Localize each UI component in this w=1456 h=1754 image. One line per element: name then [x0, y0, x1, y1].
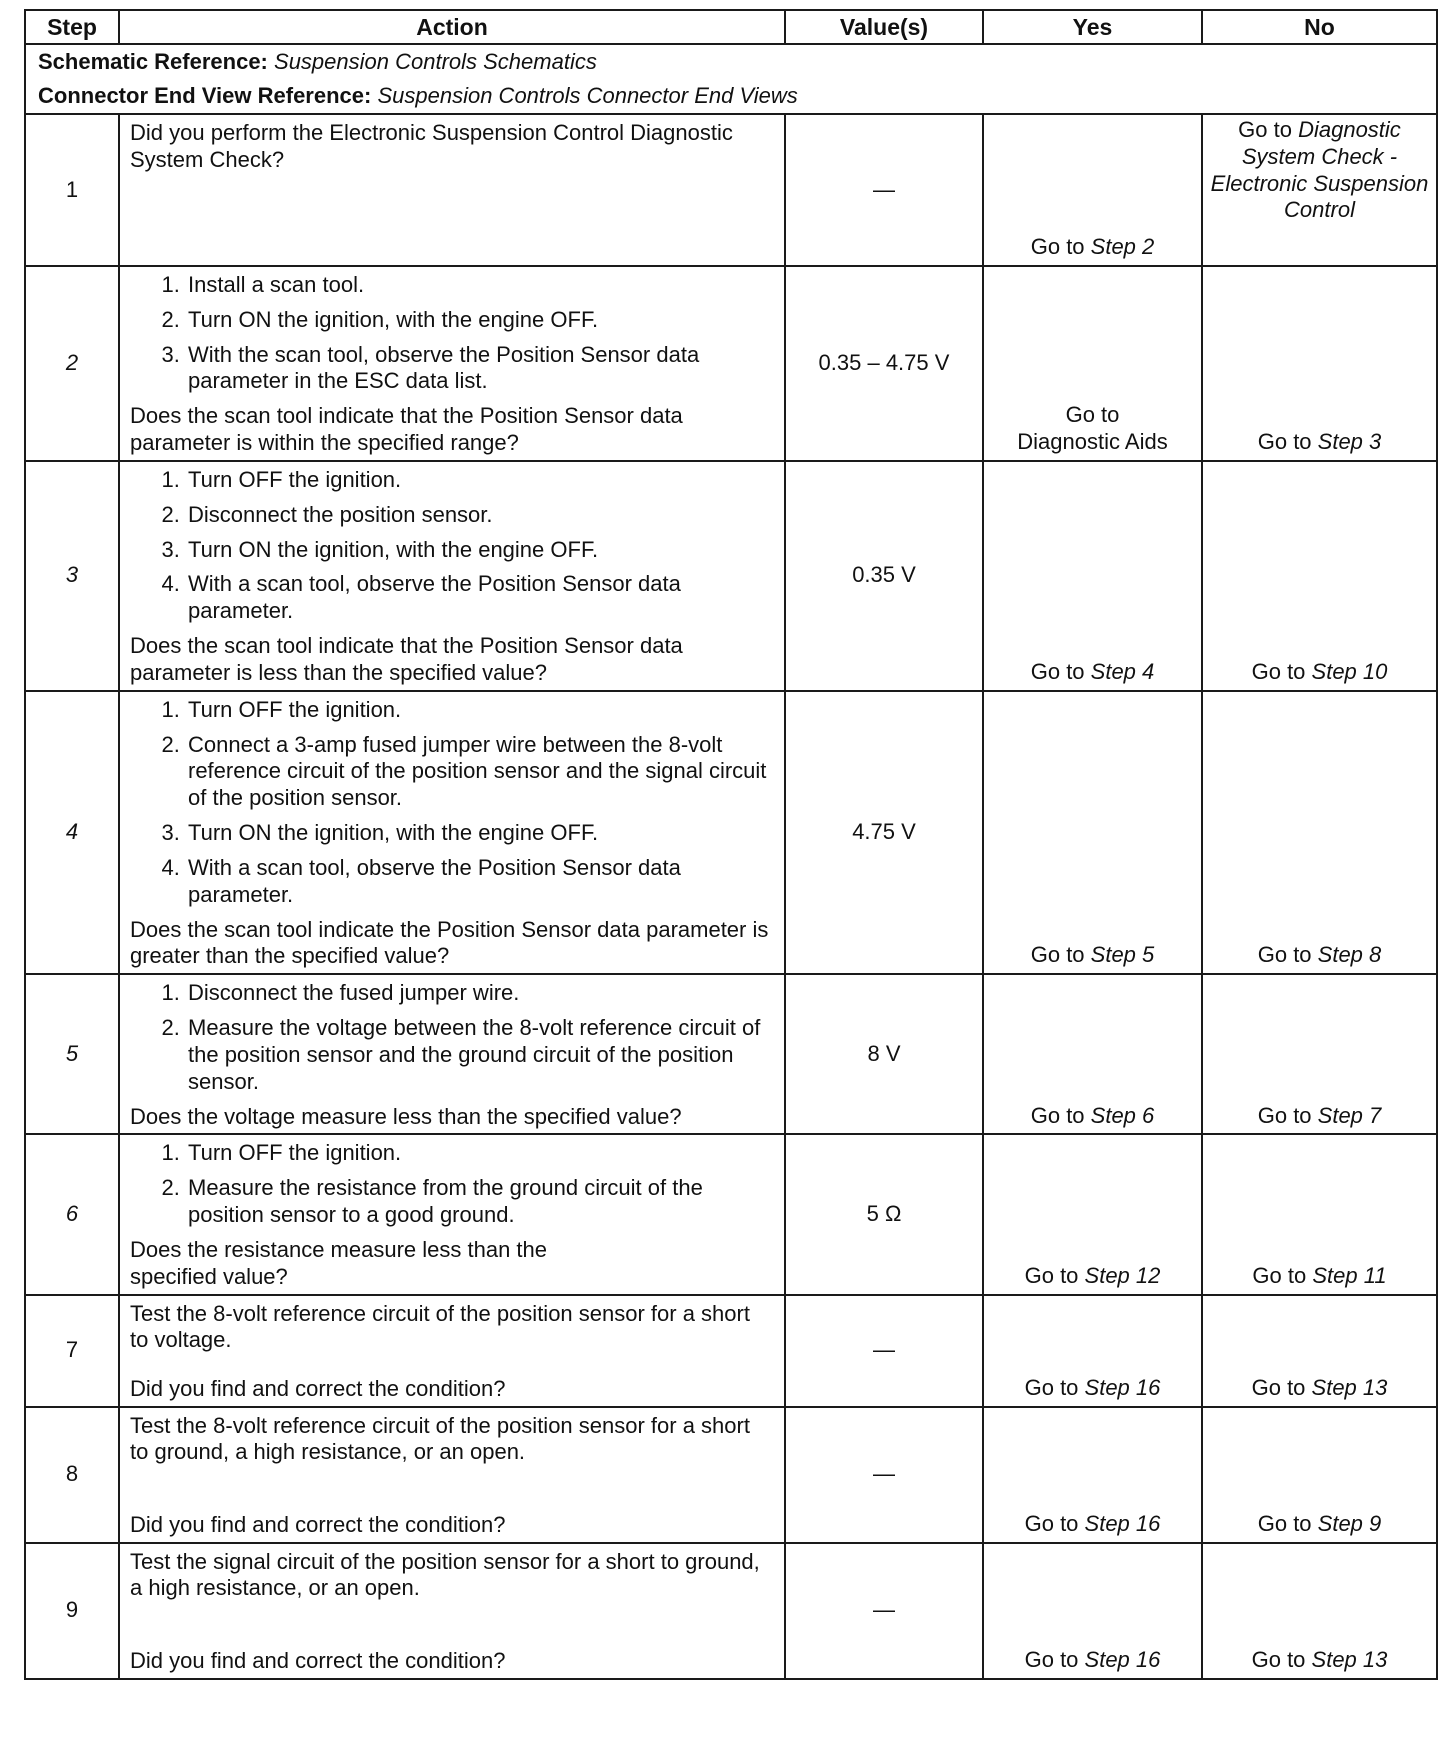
action-cell [119, 114, 785, 266]
no-prefix: Go to [1252, 1262, 1313, 1288]
no-cell [1202, 691, 1437, 974]
action-cell [119, 691, 785, 974]
no-prefix: Go to [1257, 1102, 1318, 1128]
value-cell: — [785, 1407, 983, 1543]
connector-reference [25, 79, 1437, 114]
yes-prefix: Go to [1024, 1374, 1085, 1400]
action-question: Does the scan tool indicate that the Position Sensor data parameter is within the specified range? [130, 403, 683, 456]
yes-link[interactable]: Step 16 [1084, 1510, 1161, 1536]
yes-link[interactable]: Step 6 [1090, 1102, 1155, 1128]
reference-row [25, 79, 1437, 114]
action-list-item: 3. Turn ON the ignition, with the engine OFF. [186, 820, 774, 847]
step-number: 8 [25, 1407, 119, 1543]
yes-cell [983, 1295, 1202, 1407]
reference-row [25, 44, 1437, 79]
step-row [25, 974, 1437, 1134]
action-cell [119, 1407, 785, 1543]
yes-prefix: Go to [1030, 234, 1091, 260]
yes-cell [983, 266, 1202, 461]
action-list-item: 1. Turn OFF the ignition. [186, 697, 774, 724]
action-list-item: 2. Measure the resistance from the ground circuit of the position sensor to a good ground. [186, 1175, 774, 1229]
no-link[interactable]: Diagnostic System Check - Electronic Suspension Control [1210, 117, 1429, 223]
no-link[interactable]: Step 3 [1317, 429, 1382, 455]
no-link[interactable]: Step 7 [1317, 1102, 1382, 1128]
action-question: Does the voltage measure less than the specified value? [130, 1103, 682, 1129]
no-link[interactable]: Step 9 [1317, 1510, 1382, 1536]
no-prefix: Go to [1238, 117, 1299, 142]
action-list [130, 467, 774, 625]
action-text: Test the signal circuit of the position sensor for a short to ground, a high resistance, or an open. [130, 1548, 760, 1601]
action-list-item: 2. Turn ON the ignition, with the engine OFF. [186, 307, 774, 334]
schematic-reference-label: Schematic Reference: [38, 49, 268, 74]
action-list [130, 697, 774, 909]
yes-cell [983, 1134, 1202, 1294]
no-prefix: Go to [1251, 1374, 1312, 1400]
connector-reference-label: Connector End View Reference: [38, 83, 372, 108]
action-cell [119, 266, 785, 461]
yes-link[interactable]: Step 16 [1084, 1646, 1161, 1672]
header-row [25, 10, 1437, 44]
no-prefix: Go to [1251, 1646, 1312, 1672]
value-cell: — [785, 1543, 983, 1679]
action-list-item: 3. Turn ON the ignition, with the engine OFF. [186, 537, 774, 564]
no-link[interactable]: Step 13 [1311, 1646, 1388, 1672]
action-list-item: 1. Disconnect the fused jumper wire. [186, 980, 774, 1007]
step-number: 2 [25, 266, 119, 461]
action-list [130, 980, 774, 1095]
yes-prefix: Go to [1024, 1646, 1085, 1672]
step-number: 1 [25, 114, 119, 266]
step-row [25, 461, 1437, 691]
yes-prefix: Go to [1030, 942, 1091, 968]
yes-cell [983, 691, 1202, 974]
step-number: 7 [25, 1295, 119, 1407]
action-question: Did you find and correct the condition? [130, 1375, 506, 1401]
action-cell [119, 974, 785, 1134]
yes-link[interactable]: Step 12 [1084, 1262, 1161, 1288]
schematic-reference [25, 44, 1437, 79]
no-cell [1202, 1407, 1437, 1543]
action-cell [119, 461, 785, 691]
action-list [130, 1140, 774, 1228]
no-cell [1202, 974, 1437, 1134]
no-cell [1202, 461, 1437, 691]
header-yes: Yes [983, 10, 1202, 44]
action-text: Did you perform the Electronic Suspension Control Diagnostic System Check? [130, 120, 733, 172]
action-list [130, 272, 774, 395]
action-text: Test the 8-volt reference circuit of the position sensor for a short to voltage. [130, 1300, 750, 1353]
no-link[interactable]: Step 10 [1311, 658, 1388, 684]
value-cell: 0.35 – 4.75 V [785, 266, 983, 461]
value-cell: — [785, 1295, 983, 1407]
action-question: Did you find and correct the condition? [130, 1647, 506, 1673]
yes-cell [983, 1543, 1202, 1679]
no-link[interactable]: Step 8 [1317, 942, 1382, 968]
value-cell: 4.75 V [785, 691, 983, 974]
step-row [25, 266, 1437, 461]
action-cell [119, 1295, 785, 1407]
action-list-item: 4. With a scan tool, observe the Position Sensor data parameter. [186, 855, 774, 909]
action-list-item: 4. With a scan tool, observe the Position Sensor data parameter. [186, 571, 774, 625]
step-row [25, 1134, 1437, 1294]
header-no: No [1202, 10, 1437, 44]
action-list-item: 2. Measure the voltage between the 8-volt reference circuit of the position sensor and the ground circuit of the position sensor. [186, 1015, 774, 1095]
step-number: 3 [25, 461, 119, 691]
step-row [25, 114, 1437, 266]
yes-cell [983, 114, 1202, 266]
yes-cell [983, 1407, 1202, 1543]
connector-reference-link[interactable]: Suspension Controls Connector End Views [377, 83, 798, 108]
step-number: 5 [25, 974, 119, 1134]
step-row [25, 1543, 1437, 1679]
no-cell [1202, 114, 1437, 266]
action-cell [119, 1134, 785, 1294]
header-action: Action [119, 10, 785, 44]
value-cell: 5 Ω [785, 1134, 983, 1294]
value-cell: — [785, 114, 983, 266]
no-link[interactable]: Step 11 [1312, 1262, 1387, 1288]
value-cell: 0.35 V [785, 461, 983, 691]
action-cell [119, 1543, 785, 1679]
no-link[interactable]: Step 13 [1311, 1374, 1388, 1400]
action-question: Does the scan tool indicate that the Position Sensor data parameter is less than the specified value? [130, 633, 683, 685]
action-question: Does the scan tool indicate the Position Sensor data parameter is greater than the specified value? [130, 916, 769, 969]
action-list-item: 1. Install a scan tool. [186, 272, 774, 299]
no-cell [1202, 1543, 1437, 1679]
step-number: 4 [25, 691, 119, 974]
value-cell: 8 V [785, 974, 983, 1134]
no-cell [1202, 1295, 1437, 1407]
action-list-item: 2. Connect a 3-amp fused jumper wire between the 8-volt reference circuit of the position sensor and the signal circuit of the position sensor. [186, 732, 774, 812]
no-prefix: Go to [1257, 429, 1318, 455]
yes-link[interactable]: Step 5 [1090, 942, 1155, 968]
yes-prefix: Go to [1024, 1262, 1085, 1288]
step-row [25, 1407, 1437, 1543]
diagnostic-table [24, 9, 1438, 1680]
no-prefix: Go to [1257, 1510, 1318, 1536]
diagnostic-table-page [24, 9, 1436, 1680]
yes-prefix: Go to [1030, 658, 1091, 684]
action-list-item: 3. With the scan tool, observe the Position Sensor data parameter in the ESC data list. [186, 342, 774, 396]
schematic-reference-link[interactable]: Suspension Controls Schematics [274, 49, 597, 74]
action-question: Did you find and correct the condition? [130, 1511, 506, 1537]
action-list-item: 2. Disconnect the position sensor. [186, 502, 774, 529]
yes-link[interactable]: Go to Diagnostic Aids [1017, 402, 1168, 455]
step-number: 6 [25, 1134, 119, 1294]
step-number: 9 [25, 1543, 119, 1679]
yes-prefix: Go to [1030, 1102, 1091, 1128]
yes-link[interactable]: Step 2 [1090, 234, 1155, 260]
action-list-item: 1. Turn OFF the ignition. [186, 467, 774, 494]
yes-prefix: Go to [1024, 1510, 1085, 1536]
no-prefix: Go to [1257, 942, 1318, 968]
header-values: Value(s) [785, 10, 983, 44]
yes-link[interactable]: Step 16 [1084, 1374, 1161, 1400]
header-step: Step [25, 10, 119, 44]
no-cell [1202, 266, 1437, 461]
action-text: Test the 8-volt reference circuit of the position sensor for a short to ground, a high resistance, or an open. [130, 1412, 750, 1465]
action-question: Does the resistance measure less than the specified value? [130, 1236, 548, 1289]
no-cell [1202, 1134, 1437, 1294]
yes-cell [983, 974, 1202, 1134]
step-row [25, 691, 1437, 974]
step-row [25, 1295, 1437, 1407]
yes-cell [983, 461, 1202, 691]
yes-link[interactable]: Step 4 [1090, 658, 1155, 684]
action-list-item: 1. Turn OFF the ignition. [186, 1140, 774, 1167]
no-prefix: Go to [1251, 658, 1312, 684]
